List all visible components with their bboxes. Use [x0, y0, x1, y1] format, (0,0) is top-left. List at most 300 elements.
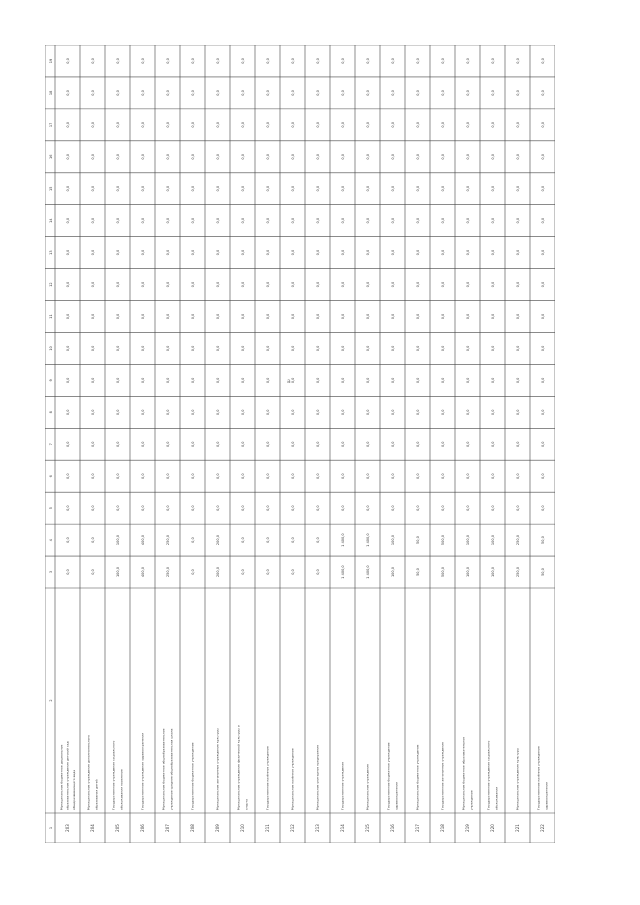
header-number: 16	[49, 154, 53, 160]
cell-value: 0,0	[166, 122, 170, 128]
cell-value: 0,0	[241, 345, 245, 352]
cell-value: 0,0	[91, 569, 95, 575]
cell-value: 0,0	[91, 441, 95, 448]
cell-value: 0,0	[141, 313, 145, 320]
row-number: 205	[115, 824, 120, 832]
cell-value: 0,0	[366, 409, 370, 416]
cell-value: 0,0	[341, 345, 345, 352]
cell-value: 0,0	[391, 90, 395, 96]
cell-value: 0,0	[516, 441, 520, 448]
cell-value: 1 400,0	[366, 565, 370, 579]
cell-value: 100,0	[391, 567, 395, 578]
row-description: Государственное автономное учреждение	[440, 742, 445, 810]
cell-value: 0,0	[291, 409, 295, 416]
cell-value: 0,0	[316, 537, 320, 543]
cell-value: 0,0	[291, 313, 295, 320]
header-number: 8	[49, 411, 53, 414]
table-grid	[45, 45, 555, 843]
row-number: 210	[240, 824, 245, 832]
cell-value: 0,0	[266, 537, 270, 543]
cell-value: 0,0	[366, 473, 370, 479]
cell-value: 0,0	[216, 441, 220, 448]
row-description: Государственное бюджетное учреждение	[386, 742, 391, 810]
cell-value: 0,0	[541, 58, 545, 64]
cell-value: 0,0	[166, 409, 170, 416]
cell-value: 0,0	[441, 90, 445, 96]
cell-value: 0,0	[491, 409, 495, 416]
cell-value: 0,0	[366, 122, 370, 128]
cell-value: 1 400,0	[366, 533, 370, 547]
cell-value: 100,0	[391, 535, 395, 546]
cell-value: 0,0	[316, 441, 320, 448]
cell-value: 0,0	[266, 122, 270, 128]
cell-value: 0,0	[116, 281, 120, 288]
cell-value: 0,0	[141, 409, 145, 416]
cell-value: 0,0	[491, 249, 495, 256]
cell-value: 0,0	[116, 185, 120, 192]
cell-value: 0,0	[141, 90, 145, 96]
cell-value: 0,0	[491, 217, 495, 224]
cell-value: 0,0	[341, 249, 345, 256]
cell-value: 0,0	[316, 58, 320, 64]
row-description: Государственное казённое учреждение	[265, 746, 270, 810]
cell-value: 0,0	[291, 345, 295, 352]
cell-value: 50,0	[541, 568, 545, 576]
cell-value: 0,0	[66, 377, 70, 384]
cell-value: 0,0	[291, 122, 295, 128]
cell-value: 0,0	[316, 345, 320, 352]
cell-value: 0,0	[391, 409, 395, 416]
cell-value: 0,0	[241, 154, 245, 160]
cell-value: 0,0	[341, 281, 345, 288]
cell-value: 400,0	[141, 535, 145, 546]
cell-value: 0,0	[466, 122, 470, 128]
cell-value: 0,0	[541, 185, 545, 192]
cell-value: 0,0	[116, 249, 120, 256]
row-number: 219	[465, 824, 470, 832]
header-number: 11	[49, 314, 53, 319]
cell-value: 0,0	[216, 505, 220, 511]
cell-value: 0,0	[266, 473, 270, 479]
cell-value: 0,0	[491, 345, 495, 352]
cell-value: 0,0	[441, 409, 445, 416]
cell-value: 0,0	[516, 345, 520, 352]
cell-value: 0,0	[391, 154, 395, 160]
cell-value: 0,0	[166, 505, 170, 511]
cell-value: 0,0	[166, 313, 170, 320]
cell-value: 0,0	[466, 377, 470, 384]
cell-value: 0,0	[466, 345, 470, 352]
cell-value: 0,0	[91, 185, 95, 192]
row-number: 212	[290, 824, 295, 832]
cell-value: 0,0	[66, 537, 70, 543]
row-number: 218	[440, 824, 445, 832]
cell-value: 0,0	[166, 90, 170, 96]
cell-value: 0,0	[241, 281, 245, 288]
row-description: Муниципальное учреждение культуры	[515, 747, 520, 810]
cell-value: 0,0	[291, 217, 295, 224]
cell-value: 0,0	[416, 441, 420, 448]
cell-value: 0,0	[266, 569, 270, 575]
cell-value: 0,0	[241, 90, 245, 96]
cell-value: 0,0	[366, 377, 370, 384]
cell-value: 0,0	[391, 441, 395, 448]
cell-value: 0,0	[466, 505, 470, 511]
cell-value: 0,0	[391, 281, 395, 288]
cell-value: 0,0	[366, 58, 370, 64]
cell-value: 250,0	[166, 535, 170, 546]
cell-value: 0,0	[341, 122, 345, 128]
cell-value: 0,0	[316, 185, 320, 192]
header-number: 18	[49, 90, 53, 96]
cell-value: 0,0	[391, 473, 395, 479]
cell-value: 0,0	[516, 409, 520, 416]
cell-value: 0,0	[441, 441, 445, 448]
cell-value: 0,0	[66, 505, 70, 511]
cell-value: 0,0	[491, 90, 495, 96]
cell-value: 0,0	[166, 217, 170, 224]
cell-value: 0,0	[466, 441, 470, 448]
cell-value: 0,0	[416, 58, 420, 64]
cell-value: 0,0	[316, 569, 320, 575]
cell-value: 0,0	[316, 505, 320, 511]
cell-value: 0,0	[441, 217, 445, 224]
cell-value: 1 400,0	[341, 565, 345, 579]
cell-value: 0,0	[416, 249, 420, 256]
header-number: 1	[49, 826, 53, 830]
row-description: Муниципальное казённое учреждение	[290, 748, 295, 810]
row-description: Муниципальное бюджетное общеобразовательное	[161, 728, 166, 810]
cell-value: 0,0	[141, 58, 145, 64]
cell-value: 0,0	[141, 185, 145, 192]
cell-value: 0,0	[516, 58, 520, 64]
cell-value: 0,0	[91, 473, 95, 479]
cell-value: 0,0	[416, 505, 420, 511]
cell-value: 0,0	[191, 249, 195, 256]
cell-value: 0,0	[116, 313, 120, 320]
cell-value: 0,0	[266, 345, 270, 352]
cell-value: 0,0	[466, 281, 470, 288]
cell-value: 0,0	[541, 249, 545, 256]
cell-value: 0,0	[166, 281, 170, 288]
cell-value: 0,0	[316, 281, 320, 288]
cell-value: 0,0	[216, 281, 220, 288]
cell-value: 0,0	[66, 345, 70, 352]
cell-value: 250,0	[516, 567, 520, 578]
cell-value: 0,0	[466, 185, 470, 192]
stray-mark: a	[287, 378, 291, 385]
cell-value: 0,0	[66, 122, 70, 128]
cell-value: 0,0	[91, 377, 95, 384]
cell-value: 0,0	[491, 441, 495, 448]
cell-value: 0,0	[541, 154, 545, 160]
row-description: Муниципальное бюджетное дошкольное	[59, 744, 64, 810]
cell-value: 0,0	[191, 345, 195, 352]
cell-value: 0,0	[141, 249, 145, 256]
cell-value: 0,0	[291, 505, 295, 511]
cell-value: 0,0	[216, 90, 220, 96]
cell-value: 200,0	[216, 535, 220, 546]
header-number: 6	[49, 475, 53, 478]
cell-value: 0,0	[341, 217, 345, 224]
cell-value: 0,0	[166, 249, 170, 256]
row-description: Муниципальное унитарное предприятие	[315, 744, 320, 810]
cell-value: 0,0	[66, 90, 70, 96]
cell-value: 500,0	[441, 535, 445, 546]
cell-value: 0,0	[316, 217, 320, 224]
cell-value: 0,0	[91, 154, 95, 160]
cell-value: 0,0	[441, 122, 445, 128]
cell-value: 0,0	[541, 409, 545, 416]
cell-value: 0,0	[191, 154, 195, 160]
header-number: 12	[49, 282, 53, 287]
cell-value: 0,0	[316, 249, 320, 256]
cell-value: 0,0	[391, 122, 395, 128]
cell-value: 0,0	[291, 441, 295, 448]
cell-value: 0,0	[341, 473, 345, 479]
cell-value: 0,0	[216, 122, 220, 128]
cell-value: 0,0	[241, 473, 245, 479]
cell-value: 0,0	[241, 313, 245, 320]
cell-value: 0,0	[441, 313, 445, 320]
cell-value: 0,0	[266, 154, 270, 160]
cell-value: 0,0	[441, 249, 445, 256]
cell-value: 0,0	[266, 409, 270, 416]
cell-value: 0,0	[366, 249, 370, 256]
cell-value: 0,0	[141, 122, 145, 128]
header-number: 2	[49, 699, 53, 702]
cell-value: 0,0	[441, 505, 445, 511]
cell-value: 0,0	[366, 90, 370, 96]
row-description: общеразвивающего вида	[71, 769, 76, 810]
row-description: Государственное учреждение социального	[111, 740, 116, 810]
cell-value: 0,0	[216, 377, 220, 384]
row-number: 207	[165, 824, 170, 832]
cell-value: 0,0	[116, 58, 120, 64]
cell-value: 0,0	[191, 90, 195, 96]
cell-value: 0,0	[516, 90, 520, 96]
cell-value: 0,0	[66, 185, 70, 192]
cell-value: 0,0	[491, 473, 495, 479]
cell-value: 0,0	[141, 377, 145, 384]
cell-value: 0,0	[166, 473, 170, 479]
cell-value: 0,0	[466, 58, 470, 64]
cell-value: 0,0	[441, 154, 445, 160]
cell-value: 0,0	[66, 441, 70, 448]
header-number: 3	[49, 570, 53, 574]
cell-value: 0,0	[341, 409, 345, 416]
row-number: 216	[390, 824, 395, 832]
header-number: 5	[49, 507, 53, 510]
cell-value: 0,0	[391, 249, 395, 256]
cell-value: 0,0	[191, 217, 195, 224]
cell-value: 0,0	[366, 505, 370, 511]
row-number: 217	[415, 824, 420, 832]
cell-value: 0,0	[116, 345, 120, 352]
cell-value: 0,0	[141, 217, 145, 224]
cell-value: 250,0	[516, 535, 520, 546]
cell-value: 0,0	[416, 154, 420, 160]
header-number: 17	[49, 122, 53, 128]
cell-value: 0,0	[341, 58, 345, 64]
row-description: учреждение средняя общеобразовательная школа	[169, 728, 174, 810]
cell-value: 0,0	[516, 217, 520, 224]
header-number: 10	[49, 346, 53, 351]
cell-value: 0,0	[216, 249, 220, 256]
cell-value: 50,0	[416, 536, 420, 544]
cell-value: 0,0	[441, 345, 445, 352]
cell-value: 0,0	[441, 377, 445, 384]
cell-value: 0,0	[66, 409, 70, 416]
cell-value: 0,0	[216, 345, 220, 352]
cell-value: 100,0	[466, 535, 470, 546]
cell-value: 50,0	[416, 568, 420, 576]
cell-value: 500,0	[441, 567, 445, 578]
row-description: Муниципальное бюджетное образовательное	[461, 736, 466, 810]
cell-value: 0,0	[216, 313, 220, 320]
cell-value: 0,0	[316, 473, 320, 479]
header-number: 14	[49, 218, 53, 223]
cell-value: 0,0	[541, 473, 545, 479]
cell-value: 0,0	[116, 90, 120, 96]
row-number: 215	[365, 824, 370, 832]
row-number: 203	[65, 824, 70, 832]
cell-value: 0,0	[91, 281, 95, 288]
row-description: образовательное учреждение детский сад	[65, 741, 70, 810]
cell-value: 0,0	[266, 441, 270, 448]
row-description: спорта	[244, 799, 249, 810]
cell-value: 0,0	[316, 90, 320, 96]
cell-value: 0,0	[391, 313, 395, 320]
cell-value: 100,0	[116, 535, 120, 546]
cell-value: 0,0	[66, 473, 70, 479]
cell-value: 0,0	[466, 409, 470, 416]
rotated-table-page	[45, 45, 555, 843]
header-number: 4	[49, 538, 53, 542]
cell-value: 0,0	[66, 58, 70, 64]
cell-value: 0,0	[241, 569, 245, 575]
cell-value: 0,0	[241, 249, 245, 256]
cell-value: 0,0	[516, 281, 520, 288]
cell-value: 0,0	[541, 345, 545, 352]
cell-value: 0,0	[116, 505, 120, 511]
cell-value: 0,0	[516, 122, 520, 128]
row-description: Государственное учреждение	[340, 761, 345, 810]
cell-value: 0,0	[91, 58, 95, 64]
cell-value: 0,0	[266, 313, 270, 320]
cell-value: 0,0	[166, 441, 170, 448]
cell-value: 0,0	[191, 313, 195, 320]
cell-value: 0,0	[216, 473, 220, 479]
row-number: 220	[490, 824, 495, 832]
cell-value: 0,0	[541, 377, 545, 384]
cell-value: 0,0	[516, 185, 520, 192]
cell-value: 0,0	[191, 122, 195, 128]
cell-value: 0,0	[366, 185, 370, 192]
cell-value: 0,0	[416, 345, 420, 352]
header-number: 13	[49, 250, 53, 255]
cell-value: 0,0	[466, 154, 470, 160]
cell-value: 0,0	[266, 58, 270, 64]
cell-value: 0,0	[191, 377, 195, 384]
cell-value: 0,0	[116, 409, 120, 416]
header-number: 7	[49, 443, 53, 446]
cell-value: 0,0	[516, 505, 520, 511]
cell-value: 0,0	[266, 217, 270, 224]
cell-value: 0,0	[416, 90, 420, 96]
cell-value: 0,0	[191, 537, 195, 543]
cell-value: 0,0	[391, 58, 395, 64]
cell-value: 0,0	[166, 377, 170, 384]
cell-value: 0,0	[391, 377, 395, 384]
cell-value: 0,0	[66, 249, 70, 256]
cell-value: 0,0	[416, 473, 420, 479]
cell-value: 0,0	[141, 281, 145, 288]
row-number: 206	[140, 824, 145, 832]
cell-value: 0,0	[266, 377, 270, 384]
row-description: Муниципальное бюджетное учреждение	[415, 744, 420, 810]
row-description: здравоохранения	[394, 782, 399, 810]
table-text	[49, 58, 549, 832]
header-number: 19	[49, 58, 53, 64]
cell-value: 0,0	[516, 313, 520, 320]
cell-value: 0,0	[491, 377, 495, 384]
cell-value: 0,0	[241, 537, 245, 543]
cell-value: 0,0	[241, 122, 245, 128]
cell-value: 0,0	[66, 217, 70, 224]
cell-value: 0,0	[416, 217, 420, 224]
cell-value: 0,0	[241, 58, 245, 64]
cell-value: 0,0	[66, 569, 70, 575]
cell-value: 0,0	[241, 217, 245, 224]
cell-value: 0,0	[391, 345, 395, 352]
cell-value: 0,0	[416, 185, 420, 192]
cell-value: 0,0	[466, 313, 470, 320]
cell-value: 0,0	[216, 185, 220, 192]
row-description: образования детей	[94, 779, 99, 810]
cell-value: 0,0	[341, 154, 345, 160]
cell-value: 100,0	[466, 567, 470, 578]
cell-value: 0,0	[266, 281, 270, 288]
row-description: учреждение	[469, 790, 474, 810]
cell-value: 0,0	[241, 409, 245, 416]
cell-value: 0,0	[366, 441, 370, 448]
cell-value: 0,0	[216, 58, 220, 64]
cell-value: 0,0	[91, 122, 95, 128]
cell-value: 0,0	[416, 281, 420, 288]
cell-value: 0,0	[366, 154, 370, 160]
cell-value: 0,0	[291, 249, 295, 256]
cell-value: 0,0	[416, 377, 420, 384]
cell-value: 0,0	[341, 377, 345, 384]
cell-value: 0,0	[91, 505, 95, 511]
cell-value: 0,0	[216, 154, 220, 160]
cell-value: 0,0	[216, 217, 220, 224]
row-description: Муниципальное автономное учреждение культуры	[215, 728, 220, 810]
cell-value: 0,0	[316, 154, 320, 160]
cell-value: 0,0	[291, 185, 295, 192]
row-description: здравоохранения	[544, 782, 549, 810]
cell-value: 100,0	[116, 567, 120, 578]
cell-value: 0,0	[441, 185, 445, 192]
cell-value: 0,0	[91, 345, 95, 352]
cell-value: 0,0	[116, 377, 120, 384]
cell-value: 0,0	[116, 122, 120, 128]
row-number: 214	[340, 824, 345, 832]
cell-value: 0,0	[366, 345, 370, 352]
cell-value: 0,0	[266, 185, 270, 192]
cell-value: 0,0	[66, 154, 70, 160]
